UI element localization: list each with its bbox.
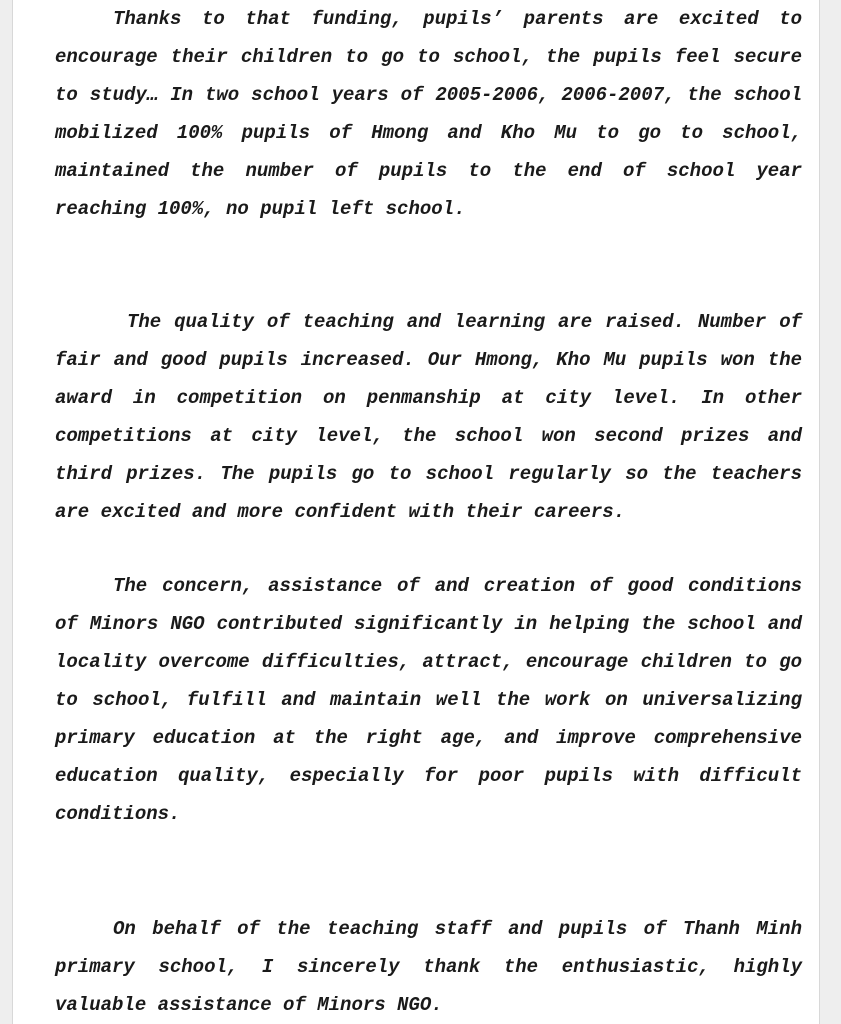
paragraph-quality <box>55 303 802 531</box>
paragraph-text: The concern, assistance of and creation of good conditions of Minors NGO contributed significantly in helping the school and locality overcome difficulties, attract, encourage children to go to school, fulfill and maintain well the work on universalizing primary education at the right age, and improve comprehensive education quality, especially for poor pupils with difficult conditions. <box>55 575 802 825</box>
paragraph-text: Thanks to that funding, pupils’ parents are excited to encourage their children to go to school, the pupils feel secure to study… In two school years of 2005-2006, 2006-2007, the school mobilized 100% pupils of Hmong and Kho Mu to go to school, maintained the number of pupils to the end of school year reaching 100%, no pupil left school. <box>55 8 802 220</box>
paragraph-text: On behalf of the teaching staff and pupils of Thanh Minh primary school, I sincerely thank the enthusiastic, highly valuable assistance of Minors NGO. <box>55 918 802 1016</box>
document-page <box>12 0 820 1024</box>
paragraph-concern <box>55 567 802 833</box>
paragraph-text: The quality of teaching and learning are raised. Number of fair and good pupils increased. Our Hmong, Kho Mu pupils won the award in competition on penmanship at city level. In other competitions at city level, the school won second prizes and third prizes. The pupils go to school regularly so the teachers are excited and more confident with their careers. <box>55 311 802 523</box>
paragraph-thanks <box>55 910 802 1024</box>
paragraph-funding <box>55 0 802 228</box>
